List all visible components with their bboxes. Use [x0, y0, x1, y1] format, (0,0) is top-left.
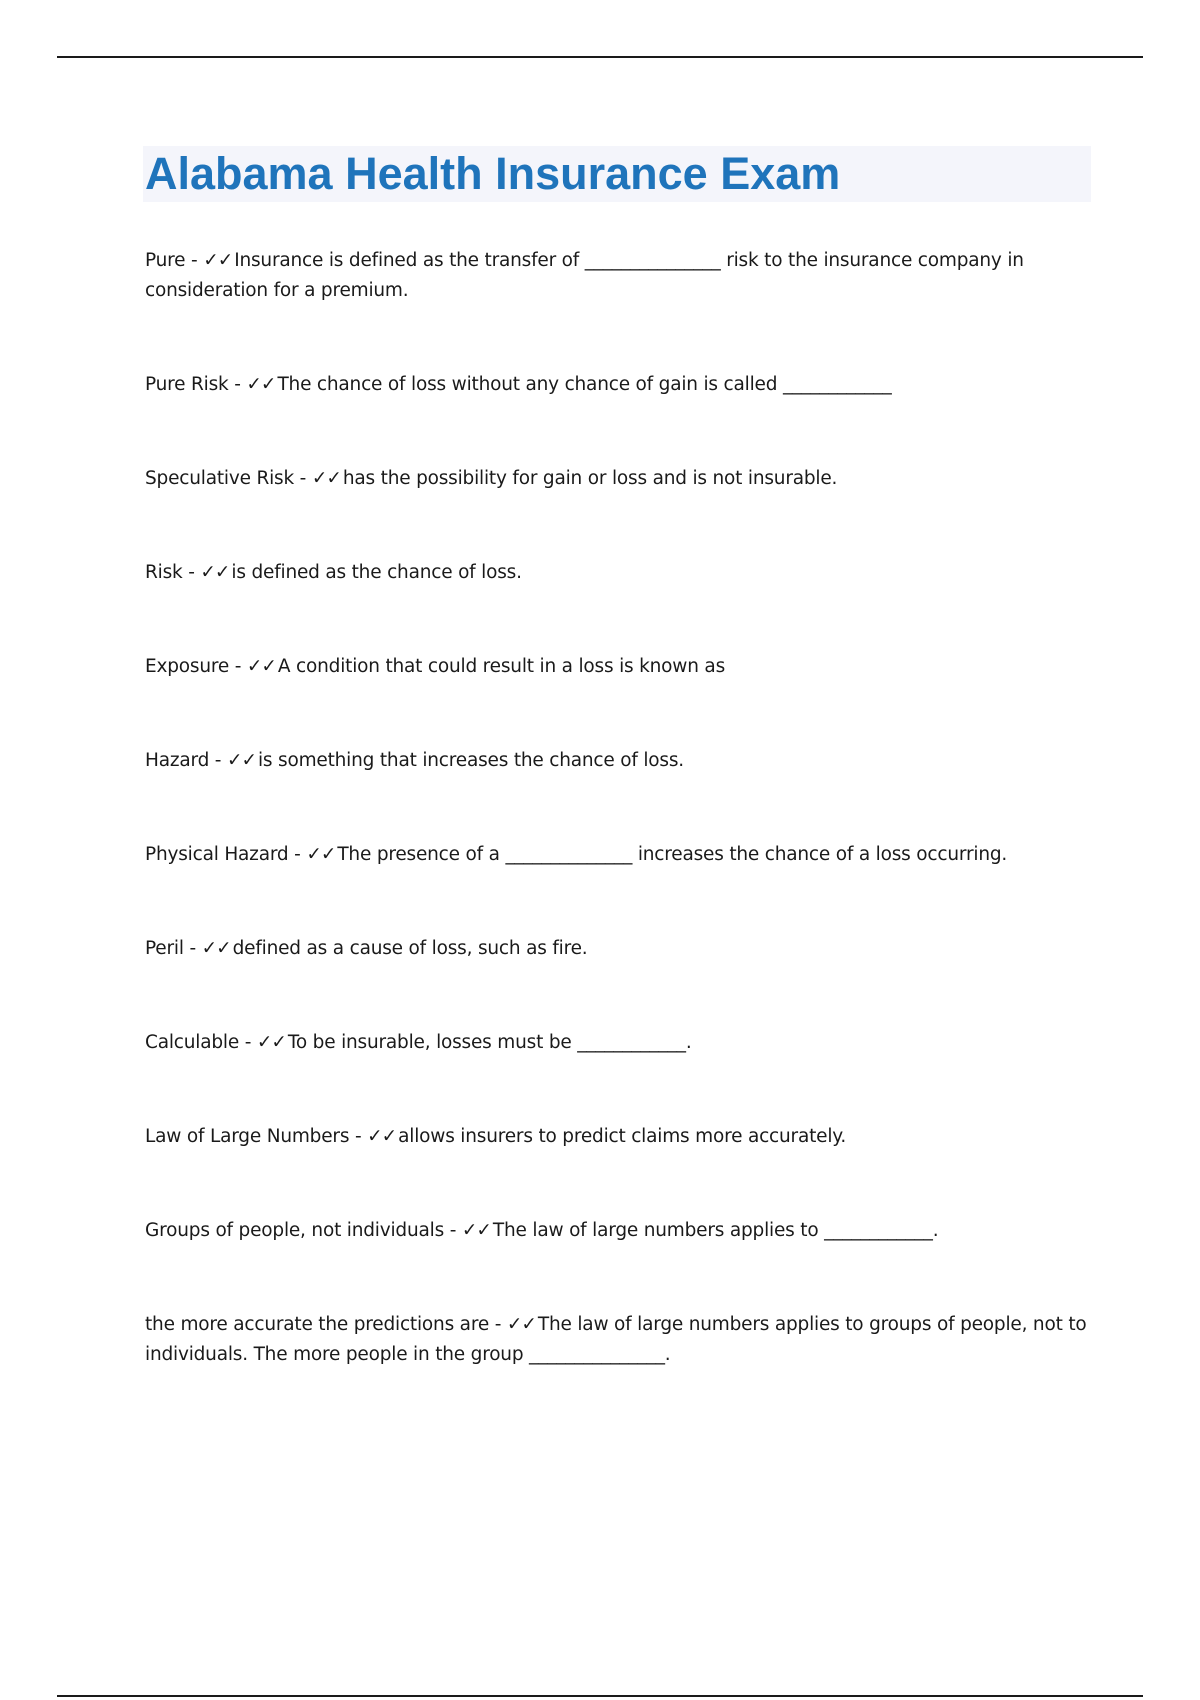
entry-term: Pure Risk: [145, 374, 229, 395]
entry-definition: is something that increases the chance of loss.: [257, 750, 684, 771]
document-title: Alabama Health Insurance Exam: [145, 148, 841, 199]
separator: [209, 750, 227, 771]
entry-term: Speculative Risk: [145, 468, 294, 489]
flashcard-entry: [145, 840, 1095, 870]
entry-term: Risk: [145, 562, 183, 583]
double-check-icon: ✓✓: [461, 1220, 491, 1241]
entry-term: Exposure: [145, 656, 230, 677]
flashcard-entry: [145, 652, 1095, 682]
entry-term: Law of Large Numbers: [145, 1126, 350, 1147]
entry-definition: The law of large numbers applies to ____________.: [492, 1220, 939, 1241]
double-check-icon: ✓✓: [203, 250, 233, 271]
entry-term: Pure: [145, 250, 186, 271]
bottom-rule: [57, 1695, 1143, 1697]
flashcard-entry: [145, 1122, 1095, 1152]
entry-definition: A condition that could result in a loss is known as: [277, 656, 726, 677]
entry-definition: is defined as the chance of loss.: [231, 562, 522, 583]
entry-definition: Insurance is defined as the transfer of _______________ risk to the insurance company in consideration for a premium.: [145, 250, 1024, 301]
separator: [349, 1126, 367, 1147]
entry-definition: The law of large numbers applies to groups of people, not to individuals. The more people in the group _______________.: [145, 1314, 1087, 1365]
entry-definition: To be insurable, losses must be ____________.: [287, 1032, 692, 1053]
separator: [489, 1314, 507, 1335]
entry-definition: allows insurers to predict claims more accurately.: [398, 1126, 847, 1147]
separator: [294, 468, 312, 489]
separator: [239, 1032, 257, 1053]
double-check-icon: ✓✓: [306, 844, 336, 865]
flashcard-entry: [145, 746, 1095, 776]
double-check-icon: ✓✓: [311, 468, 341, 489]
double-check-icon: ✓✓: [201, 938, 231, 959]
flashcard-entry: [145, 934, 1095, 964]
double-check-icon: ✓✓: [246, 656, 276, 677]
entry-definition: The presence of a ______________ increases the chance of a loss occurring.: [337, 844, 1008, 865]
entry-term: Groups of people, not individuals: [145, 1220, 445, 1241]
entry-definition: has the possibility for gain or loss and is not insurable.: [342, 468, 838, 489]
separator: [288, 844, 306, 865]
double-check-icon: ✓✓: [367, 1126, 397, 1147]
separator: [183, 562, 201, 583]
flashcard-entry: [145, 558, 1095, 588]
separator: [229, 656, 247, 677]
entry-term: Hazard: [145, 750, 210, 771]
flashcard-entry: [145, 464, 1095, 494]
double-check-icon: ✓✓: [256, 1032, 286, 1053]
double-check-icon: ✓✓: [246, 374, 276, 395]
separator: [229, 374, 247, 395]
flashcard-entry: [145, 246, 1095, 306]
double-check-icon: ✓✓: [226, 750, 256, 771]
entry-definition: The chance of loss without any chance of gain is called ____________: [277, 374, 892, 395]
flashcard-entry: [145, 370, 1095, 400]
entry-term: Peril: [145, 938, 184, 959]
entry-definition: defined as a cause of loss, such as fire.: [232, 938, 588, 959]
separator: [185, 250, 203, 271]
entry-term: Calculable: [145, 1032, 240, 1053]
entry-term: the more accurate the predictions are: [145, 1314, 490, 1335]
flashcard-list: [145, 246, 1095, 1434]
entry-term: Physical Hazard: [145, 844, 289, 865]
double-check-icon: ✓✓: [200, 562, 230, 583]
flashcard-entry: [145, 1310, 1095, 1370]
flashcard-entry: [145, 1216, 1095, 1246]
separator: [184, 938, 202, 959]
top-rule: [57, 56, 1143, 58]
separator: [444, 1220, 462, 1241]
double-check-icon: ✓✓: [506, 1314, 536, 1335]
flashcard-entry: [145, 1028, 1095, 1058]
